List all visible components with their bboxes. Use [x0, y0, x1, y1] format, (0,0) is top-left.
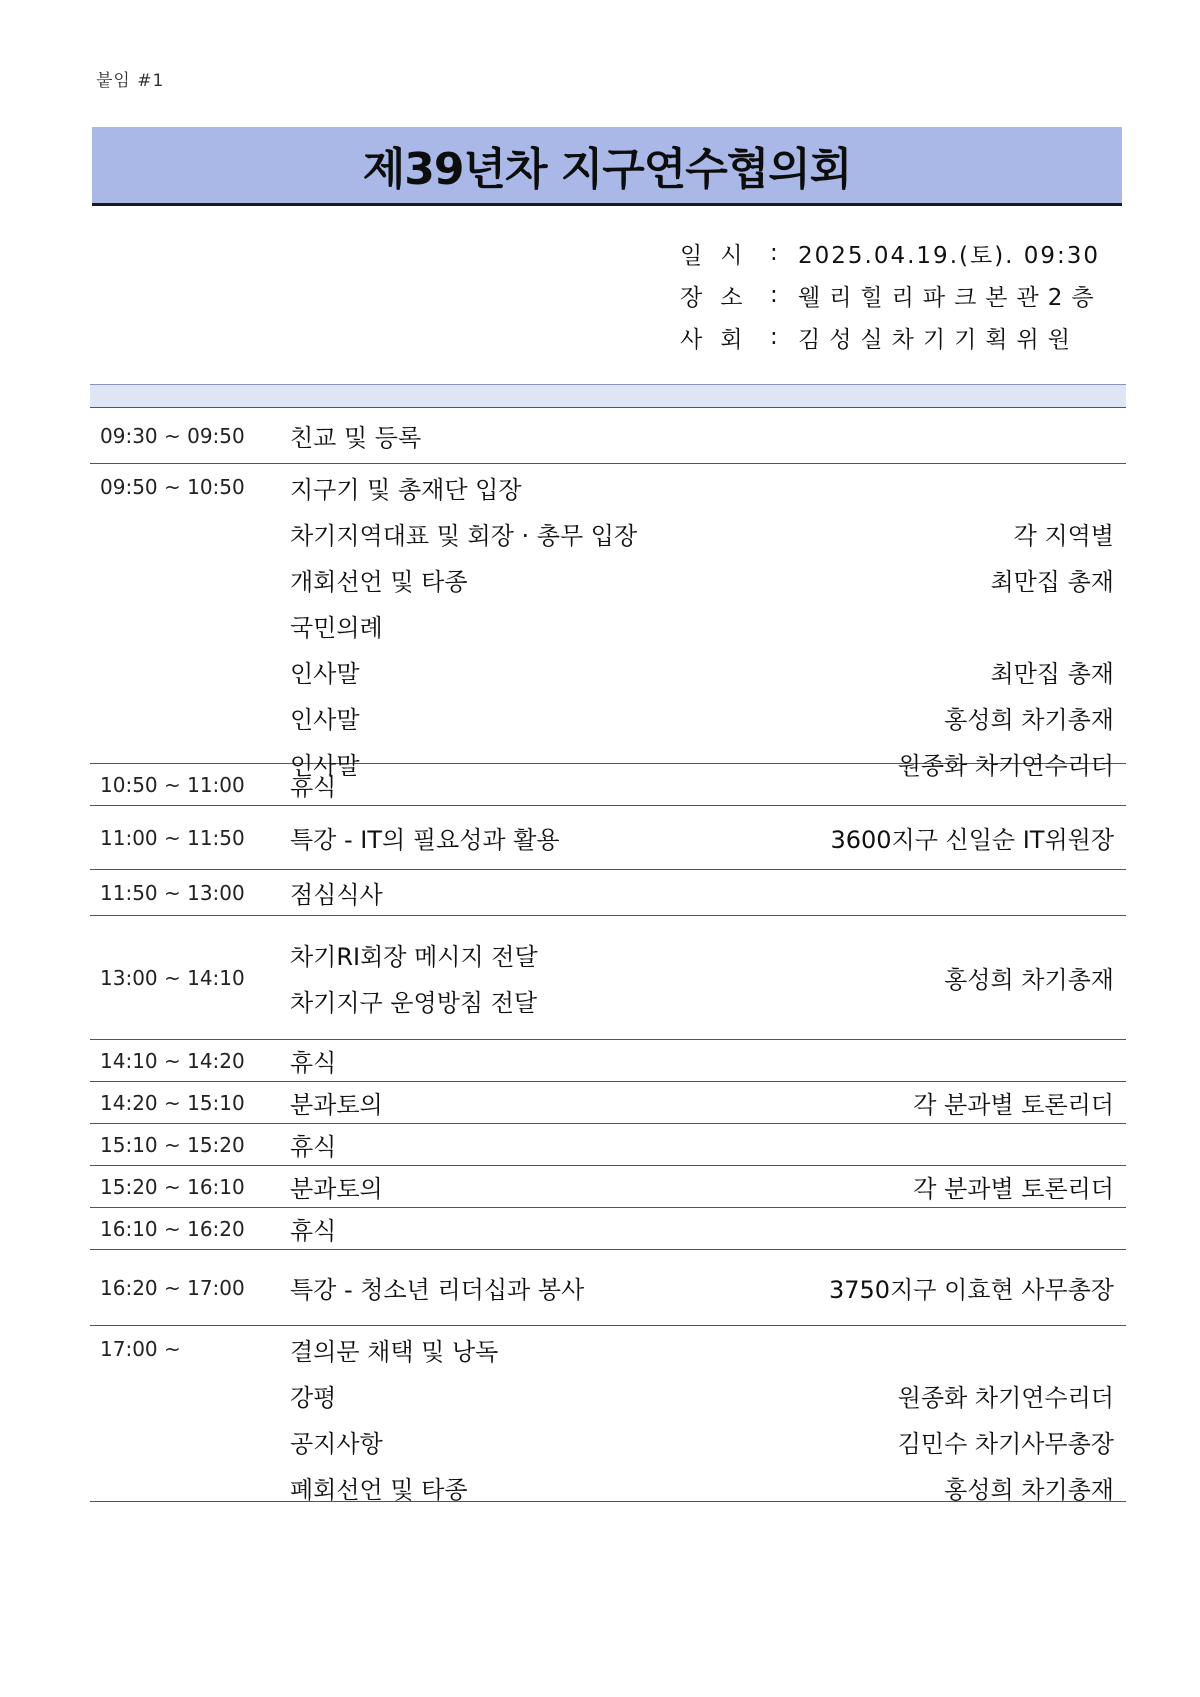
program-name: 폐회선언 및 타종: [290, 1475, 468, 1504]
schedule-row: [90, 1208, 1126, 1250]
info-colon: :: [770, 282, 778, 308]
schedule-row: [90, 1124, 1126, 1166]
schedule-time: 16:10 ~ 16:20: [100, 1216, 245, 1241]
program-name: 국민의례: [290, 613, 383, 642]
program-name: 지구기 및 총재단 입장: [290, 475, 522, 504]
schedule-row: [90, 764, 1126, 806]
schedule-item: [290, 870, 1126, 916]
schedule-item: [290, 1122, 1126, 1168]
program-name: 인사말: [290, 705, 360, 734]
info-place-value: 웰리힐리파크본관2층: [798, 284, 1103, 311]
schedule-items: [290, 413, 1126, 459]
info-label: 사회: [680, 326, 761, 353]
schedule-item: [290, 762, 1126, 808]
program-name: 분과토의: [290, 1175, 383, 1203]
program-name: 결의문 채택 및 낭독: [290, 1337, 499, 1366]
schedule-time: 17:00 ~: [100, 1337, 181, 1361]
schedule-time: 11:00 ~ 11:50: [100, 825, 245, 850]
schedule-item: [290, 1265, 1126, 1311]
document-title: 제39년차 지구연수협의회: [362, 144, 852, 195]
program-name: 개회선언 및 타종: [290, 567, 468, 596]
schedule-items: [290, 1206, 1126, 1252]
presenter: 최만집 총재: [990, 567, 1114, 596]
schedule-time: 15:10 ~ 15:20: [100, 1132, 245, 1157]
schedule-items: [290, 1326, 1126, 1504]
presenter: 홍성희 차기총재: [944, 1475, 1114, 1504]
presenter: 각 분과별 토론리더: [913, 1175, 1114, 1203]
schedule-items: [290, 1038, 1126, 1084]
program-name: 휴식: [290, 1133, 337, 1161]
schedule-item: [290, 1080, 1126, 1126]
program-name: 친교 및 등록: [290, 424, 422, 452]
schedule-items: [290, 1080, 1126, 1126]
program-name: 특강 - 청소년 리더십과 봉사: [290, 1276, 585, 1304]
schedule-item: [290, 1464, 1126, 1510]
schedule-item: [290, 1164, 1126, 1210]
schedule-item: [290, 1206, 1126, 1252]
schedule-time: 14:10 ~ 14:20: [100, 1048, 245, 1073]
schedule-items: [290, 870, 1126, 916]
program-name: 인사말: [290, 659, 360, 688]
schedule-time: 09:30 ~ 09:50: [100, 423, 245, 448]
schedule-rows: [90, 408, 1126, 1502]
schedule-item: [290, 648, 1126, 694]
presenter: 원종화 차기연수리더: [897, 751, 1114, 780]
program-name: 인사말: [290, 751, 360, 780]
program-name: 특강 - IT의 필요성과 활용: [290, 826, 560, 854]
schedule-item: [290, 1372, 1126, 1418]
presenter: 홍성희 차기총재: [944, 966, 1114, 994]
info-date-value: 2025.04.19.(토). 09:30: [798, 242, 1101, 269]
presenter: 각 지역별: [1013, 521, 1114, 550]
schedule-row: [90, 1040, 1126, 1082]
title-banner: [92, 127, 1122, 206]
schedule-header-band: [90, 384, 1126, 408]
program-name: 휴식: [290, 1217, 337, 1245]
schedule-item: [290, 1038, 1126, 1084]
attachment-label: 붙임 #1: [96, 71, 165, 91]
program-name: 휴식: [290, 1049, 337, 1077]
schedule-row: [90, 408, 1126, 464]
schedule-time: 15:20 ~ 16:10: [100, 1174, 245, 1199]
presenter: 각 분과별 토론리더: [913, 1091, 1114, 1119]
schedule-row: [90, 1250, 1126, 1326]
presenter: 원종화 차기연수리더: [897, 1383, 1114, 1412]
info-host-row: [680, 316, 1120, 358]
presenter: 3600지구 신일순 IT위원장: [830, 826, 1114, 854]
schedule-items: [290, 932, 1126, 1024]
info-colon: :: [770, 324, 778, 350]
schedule-row: [90, 1166, 1126, 1208]
schedule-item: [290, 464, 1126, 510]
schedule-time: 09:50 ~ 10:50: [100, 475, 245, 499]
schedule-row: [90, 870, 1126, 916]
schedule-item: [290, 602, 1126, 648]
info-place-row: [680, 274, 1120, 316]
program-name: 차기RI회장 메시지 전달: [290, 943, 538, 971]
event-info: [680, 232, 1120, 358]
schedule-item: [290, 413, 1126, 459]
info-colon: :: [770, 240, 778, 266]
schedule-items: [290, 1122, 1126, 1168]
schedule-item: [290, 1326, 1126, 1372]
schedule-item: [290, 815, 1126, 861]
schedule-item: [290, 694, 1126, 740]
presenter: 3750지구 이효현 사무총장: [829, 1276, 1114, 1304]
presenter: 김민수 차기사무총장: [897, 1429, 1114, 1458]
program-name: 분과토의: [290, 1091, 383, 1119]
info-label: 일시: [680, 242, 761, 269]
program-name: 공지사항: [290, 1429, 383, 1458]
schedule-table: [90, 384, 1126, 1502]
schedule-items: [290, 762, 1126, 808]
schedule-item: [290, 1418, 1126, 1464]
schedule-items: [290, 1164, 1126, 1210]
schedule-items: [290, 464, 1126, 780]
schedule-item: [290, 978, 944, 1024]
schedule-item: [290, 556, 1126, 602]
schedule-time: 11:50 ~ 13:00: [100, 880, 245, 905]
program-name: 점심식사: [290, 881, 383, 909]
schedule-row: [90, 1082, 1126, 1124]
presenter: 최만집 총재: [990, 659, 1114, 688]
schedule-time: 14:20 ~ 15:10: [100, 1090, 245, 1115]
program-name: 강평: [290, 1383, 337, 1412]
schedule-row: [90, 916, 1126, 1040]
info-host-value: 김성실차기기획위원: [798, 326, 1079, 353]
schedule-row: [90, 464, 1126, 780]
schedule-items: [290, 1265, 1126, 1311]
program-name: 휴식: [290, 773, 337, 801]
schedule-row: [90, 806, 1126, 870]
program-name: 차기지구 운영방침 전달: [290, 989, 538, 1017]
schedule-time: 16:20 ~ 17:00: [100, 1275, 245, 1300]
schedule-time: 13:00 ~ 14:10: [100, 965, 245, 990]
info-label: 장소: [680, 284, 761, 311]
info-date-row: [680, 232, 1120, 274]
schedule-time: 10:50 ~ 11:00: [100, 772, 245, 797]
schedule-row: [90, 1326, 1126, 1502]
schedule-item: [290, 932, 944, 978]
schedule-item: [290, 510, 1126, 556]
presenter: 홍성희 차기총재: [944, 705, 1114, 734]
program-name: 차기지역대표 및 회장 · 총무 입장: [290, 521, 638, 550]
schedule-items: [290, 815, 1126, 861]
